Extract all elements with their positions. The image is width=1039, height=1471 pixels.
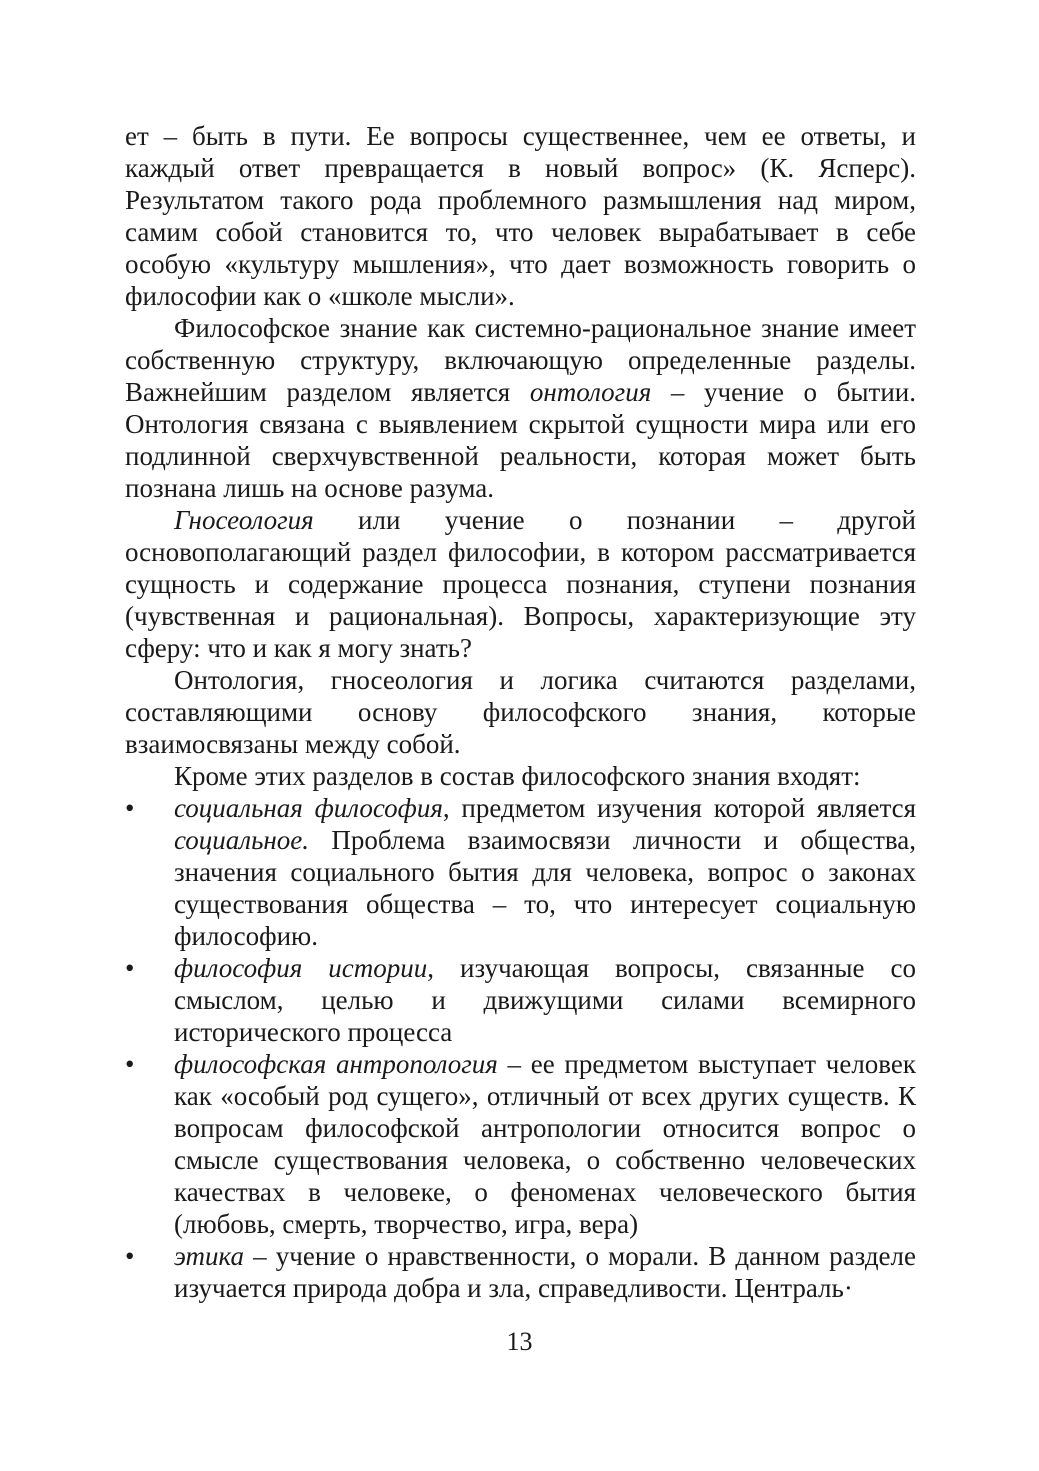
bullet-icon: • [125,793,135,823]
list-item-text: , предметом изучения которой является [442,793,916,823]
list-item [125,792,916,952]
list-item-text: – учение о нравственности, о морали. В данном разделе изучается природа добра и зла, справедливости. Централь· [174,1241,916,1303]
term-social-philosophy: социальная философия [174,793,443,823]
term-gnoseology: Гносеология [174,505,314,535]
paragraph-ontology-part2: – учение о бытии. Онтология связана с выявлением скрытой сущности мира или его подлинной сверхчувственной реальности, которая может быть познана лишь на основе разума. [125,377,916,503]
list-item [125,952,916,1048]
paragraph-ontology-part1: Философское знание как системно-рациональное знание имеет собственную структуру, включающую определенные разделы. Важнейшим разделом является [125,313,916,407]
bullet-icon: • [125,1049,135,1079]
paragraph-gnoseology-text: или учение о познании – другой основополагающий раздел философии, в котором рассматривается сущность и содержание процесса познания, ступени познания (чувственная и рациональная). Вопросы, характеризующие эту сферу: что и как я могу знать? [125,505,916,663]
list-item-text: , изучающая вопросы, связанные со смыслом, целью и движущими силами всемирного исторического процесса [174,953,916,1047]
list-item-text: – ее предметом выступает человек как «особый род сущего», отличный от всех других существ. К вопросам философской антропологии относится вопрос о смысле существования человека, о собственно человеческих качествах в человеке, о феноменах человеческого бытия (любовь, смерть, творчество, игра, вера) [174,1049,916,1239]
term-social: социальное. [174,825,309,855]
paragraph-list-intro: Кроме этих разделов в состав философского знания входят: [174,761,861,791]
term-ontology: онтология [529,377,652,407]
list-item [125,1048,916,1240]
paragraph-continuation: ет – быть в пути. Ее вопросы существеннее, чем ее ответы, и каждый ответ превращается в новый вопрос» (К. Ясперс). Результатом такого рода проблемного размышления над миром, самим собой становится то, что человек вырабатывает в себе особую «культуру мышления», что дает возможность говорить о философии как о «школе мысли». [125,121,916,311]
sections-list [125,792,916,1304]
bullet-icon: • [125,1241,135,1271]
page-number: 13 [506,1327,533,1356]
bullet-icon: • [125,953,135,983]
page-body [125,120,916,1304]
list-item-text: Проблема взаимосвязи личности и общества, значения социального бытия для человека, вопрос о законах существования общества – то, что интересует социальную философию. [174,825,916,951]
term-philosophy-of-history: философия истории [174,953,428,983]
term-ethics: этика [174,1241,245,1271]
term-philosophical-anthropology: философская антропология [174,1049,498,1079]
paragraph-ontology [125,312,916,504]
paragraph-gnoseology [125,504,916,664]
list-item [125,1240,916,1304]
paragraph-core-sections: Онтология, гносеология и логика считаются разделами, составляющими основу философского знания, которые взаимосвязаны между собой. [125,665,916,759]
